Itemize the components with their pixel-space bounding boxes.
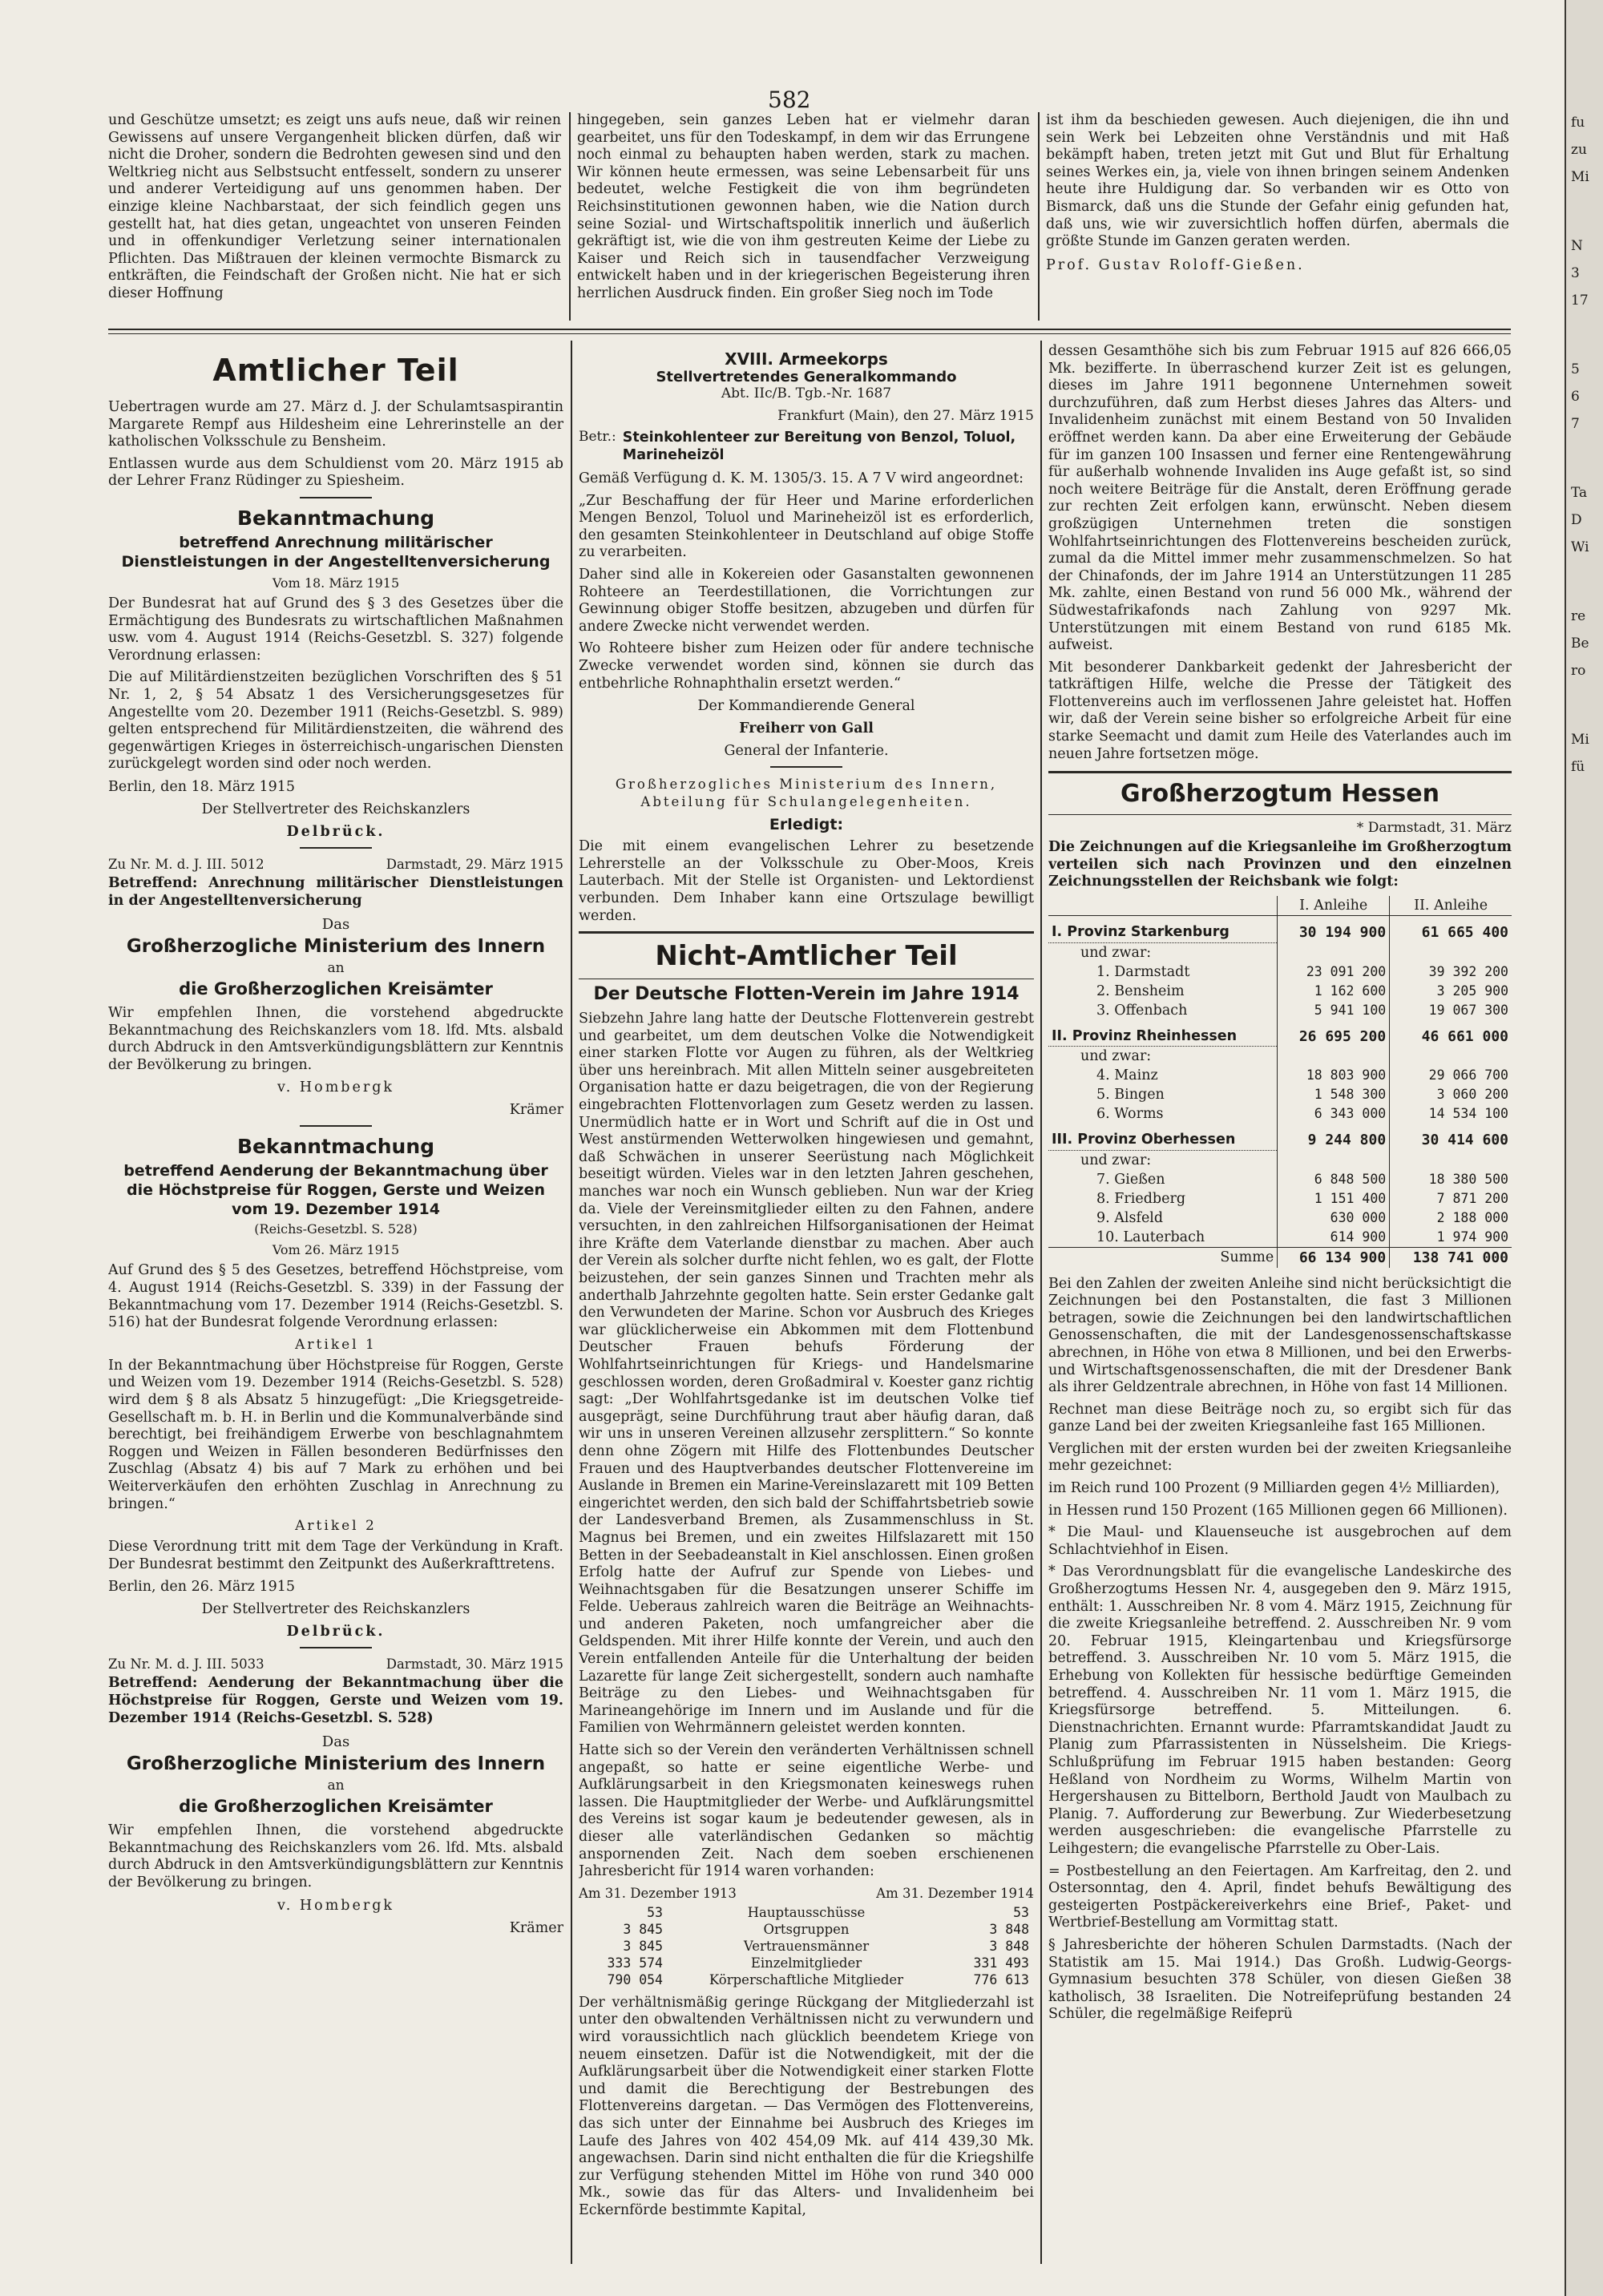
adjacent-page-fragment: fu [1571,115,1585,131]
reference-line [108,1656,563,1672]
hessen-banner [1048,771,1512,815]
adjacent-page-fragment: re [1571,608,1586,624]
article-heading: Artikel 2 [295,1518,377,1535]
reference-subject: Betreffend: Aenderung der Bekanntmachung über die Höchstpreise für Roggen, Gerste und Weizen vom 19. Dezember 1914 (Reichs-Gesetzbl. S. 528) [108,1675,563,1726]
signature-place: Berlin, den 18. März 1915 [108,778,295,795]
und-zwar-label: und zwar: [1080,1048,1152,1065]
top-article-col-2 [577,112,1030,313]
an-label: an [327,960,345,977]
section-rule [108,329,1511,330]
location-name: 7. Gießen [1096,1171,1165,1188]
war-loan-table [1048,896,1512,1268]
announcement-title: Bekanntmachung [236,1135,435,1159]
table-header-cell [1048,896,1278,916]
und-zwar-label: und zwar: [1080,944,1152,961]
erledigt-heading: Erledigt: [769,816,844,834]
adjacent-page-fragment: N [1571,238,1583,254]
table-cell [1278,942,1390,962]
adjacent-page-fragment: zu [1571,142,1587,158]
adjacent-page-fragment: D [1571,512,1582,528]
location-value-ii: 1 974 900 [1390,1228,1512,1248]
adjacent-page-edge [1565,0,1603,2296]
table-cell: 3 845 [623,1938,663,1954]
table-cell: 3 848 [989,1938,1029,1954]
ministry-name: Großherzogliche Ministerium des Innern [126,1753,546,1775]
column-rule [1038,112,1040,321]
table-cell: 3 848 [989,1921,1029,1937]
table-cell: Vertrauensmänner [743,1938,870,1954]
location-value-i: 1 151 400 [1278,1189,1390,1209]
province-total-ii: 61 665 400 [1390,916,1512,943]
kreisaemter-name: die Großherzoglichen Kreisämter [179,979,493,999]
top-article-text: und Geschütze umsetzt; es zeigt uns aufs neue, daß wir reinen Gewissens auf unsere Vergangenheit blicken dürfen, daß wir nicht die Droher, sondern die Bedrohten gewesen sind und den Weltkrieg nicht aus Selbstsucht entfesselt, sondern zu unserer und anderer Verteidigung auf uns genommen haben. Der einzige kleine Nachbarstaat, der sich feindlich gegen uns gestellt hat, hat dies getan, ungeachtet von unseren Feinden und in offenkundiger Verletzung seiner internationalen Pflichten. Das Mißtrauen der kleinen vermochte Bismarck zu entkräften, die Feindschaft der Großen nicht. Nie hat er sich dieser Hoffnung [108,112,561,301]
location-name: 3. Offenbach [1096,1002,1188,1019]
table-cell: 3 845 [623,1921,663,1937]
table-row [1048,982,1512,1001]
news-item: * Das Verordnungsblatt für die evangelische Landeskirche des Großherzogtums Hessen Nr. 4, ausgegeben den 9. März 1915, enthält: 1. Ausschreiben Nr. 8 vom 4. März 1915, Zeichnung für die zweite Kriegsanleihe betreffend. 2. Ausschreiben Nr. 9 vom 20. Februar 1915, Kleingartenbau und Kriegsfürsorge betreffend. 3. Ausschreiben Nr. 10 vom 5. März 1915, die Erhebung von Kollekten für hessische bedürftige Gemeinden betreffend. 4. Ausschreiben Nr. 11 vom 1. März 1915, die Kriegsfürsorge betreffend. 5. Mitteilungen. 6. Dienstnachrichten. Ernannt wurde: Pfarramtskandidat Jaudt zu Planig zum Pfarrassistenten in Nüsselsheim. Die Kriegs-Schlußprüfung im Februar 1915 haben bestanden: Georg Heßland von Nordheim zu Worms, Wilhelm Martin von Hergershausen zu Bittelborn, Berthold Jaudt von Maulbach zu Planig. 7. Aufforderung zur Bewerbung. Zur Wiederbesetzung werden ausgeschrieben: die evangelische Pfarrstelle zu Leihgestern; die evangelische Pfarrstelle zu Ober-Lais. [1048,1564,1512,1857]
table-row [1048,1001,1512,1020]
location-value-i: 614 900 [1278,1228,1390,1248]
signature-kraemer: Krämer [509,1919,563,1936]
location-name: 9. Alsfeld [1096,1209,1164,1226]
signature-homberg: v. Hombergk [277,1079,395,1096]
department-ref: Abt. IIc/B. Tgb.-Nr. 1687 [721,385,892,401]
news-item: § Jahresberichte der höheren Schulen Darmstadts. (Nach der Statistik am 15. Mai 1914.) Das Großh. Ludwig-Georgs-Gymnasium besuchten 378 Schüler, von diesen Gießen 38 katholisch, 38 Israeliten. Die Notreifeprüfung bestanden 24 Schüler, die regelmäßige Reifeprü [1048,1936,1512,2023]
location-value-ii: 19 067 300 [1390,1001,1512,1020]
adjacent-page-fragment: Wi [1571,539,1589,555]
location-value-ii: 2 188 000 [1390,1209,1512,1228]
adjacent-page-fragment: 6 [1571,389,1580,405]
notice-paragraph: Wir empfehlen Ihnen, die vorstehend abgedruckte Bekanntmachung des Reichskanzlers vom 18. lfd. Mts. alsbald durch Abdruck in den Amtsverkündigungsblättern zur Kenntnis der Bevölkerung zu bringen. [108,1005,563,1073]
announcement-text: Die auf Militärdienstzeiten bezüglichen Vorschriften des § 51 Nr. 1, 2, § 54 Absatz 1 des Versicherungsgesetzes für Angestellte vom 20. Dezember 1911 (Reichs-Gesetzbl. S. 989) gelten entsprechend für Militärdienstzeiten, die während des gegenwärtigen Krieges in österreichisch-ungarischen Diensten zurückgelegt worden sind oder noch werden. [108,669,563,773]
table-cell: Einzelmitglieder [750,1955,862,1971]
sum-label: Summe [1048,1247,1278,1268]
table-row [1048,1170,1512,1189]
news-item: * Die Maul- und Klauenseuche ist ausgebrochen auf dem Schlachtviehhof in Eisen. [1048,1524,1512,1558]
location-value-ii: 14 534 100 [1390,1104,1512,1124]
location-value-i: 18 803 900 [1278,1066,1390,1085]
signature-place: Berlin, den 26. März 1915 [108,1579,295,1596]
location-value-i: 6 848 500 [1278,1170,1390,1189]
top-article-text: ist ihm da beschieden gewesen. Auch diejenigen, die ihn und sein Werk bei Lebzeiten ohne Verständnis und mit Haß bekämpft haben, treten jetzt mit Gut und Blut für Erhaltung seines Werkes ein, ja, viele von ihnen bringen seinem Andenken heute ihre Huldigung dar. So verbanden wir es Otto von Bismarck, daß uns die Stunde der Gefahr einig gefunden hat, daß uns, wie wir zuversichtlich hoffen dürfen, abermals die größte Stunde im Ganzen geraten werden. [1046,112,1509,250]
location-value-i: 5 941 100 [1278,1001,1390,1020]
article-paragraph: Rechnet man diese Beiträge noch zu, so ergibt sich für das ganze Land bei der zweiten Kriegsanleihe fast 165 Millionen. [1048,1401,1512,1435]
table-row [1048,1150,1512,1170]
dateline: Frankfurt (Main), den 27. März 1915 [777,408,1034,424]
reference-date: Darmstadt, 29. März 1915 [386,856,563,872]
table-row [1048,1104,1512,1124]
announcement-date: Vom 26. März 1915 [272,1242,400,1258]
signature-role: Der Stellvertreter des Reichskanzlers [201,801,470,817]
table-row [1048,1209,1512,1228]
table-cell: 331 493 [973,1955,1029,1971]
table-cell [1278,1150,1390,1170]
reference-number: Zu Nr. M. d. J. III. 5012 [108,856,264,872]
province-total-ii: 46 661 000 [1390,1020,1512,1047]
announcement-date: Vom 18. März 1915 [272,575,400,591]
command-name: Stellvertretendes Generalkommando [656,369,957,385]
table-row [1048,1085,1512,1104]
left-column [108,343,563,2242]
table-cell: 53 [1013,1904,1029,1920]
das-label: Das [321,916,350,934]
location-value-i: 1 162 600 [1278,982,1390,1001]
table-row [1048,1124,1512,1150]
signature-name: Delbrück. [286,823,386,840]
location-value-ii: 18 380 500 [1390,1170,1512,1189]
reference-subject: Betreffend: Anrechnung militärischer Dienstleistungen in der Angestelltenversicherung [108,874,563,909]
article-paragraph: dessen Gesamthöhe sich bis zum Februar 1915 auf 826 666,05 Mk. bezifferte. In überraschend kurzer Zeit ist es gelungen, dieses im Jahre 1911 begonnene Unternehmen soweit durchzuführen, daß zum Herbst dieses Jahres das Alters- und Invalidenheim zunächst mit einem Bestand von 50 Invaliden eröffnet werden kann. Da aber eine Erweiterung der Gebäude für im ganzen 100 Insassen und ferner eine Rentengewährung für außerhalb wohnende Invaliden ins Auge gefaßt ist, so sind noch weitere Beiträge für die Anstalt, deren Eröffnung gerade zur rechten Zeit erfolgen kann, erwünscht. Neben diesem großzügigen Unternehmen treten die sonstigen Wohlfahrtseinrichtungen des Flottenvereins bescheiden zurück, zumal da die Mittel immer mehr zusammenschmelzen. So hat der Chinafonds, der im Jahre 1914 an Unterstützungen 11 285 Mk. zahlte, einen Bestand von rund 56 000 Mk., während der Südwestafrikafonds nach Zahlung von 9297 Mk. Unterstützungen mit einem Bestand von rund 6185 Mk. aufweist. [1048,343,1512,654]
location-value-ii: 3 060 200 [1390,1085,1512,1104]
table-cell: Ortsgruppen [763,1921,850,1937]
location-value-ii: 3 205 900 [1390,982,1512,1001]
province-name: III. Provinz Oberhessen [1048,1124,1278,1150]
announcement-text: Auf Grund des § 5 des Gesetzes, betreffend Höchstpreise, vom 4. August 1914 (Reichs-Gesetzbl. S. 339) in der Fassung der Bekanntmachung vom 17. Dezember 1914 (Reichs-Gesetzbl. S. 516) hat der Bundesrat folgende Verordnung erlassen: [108,1262,563,1331]
an-label: an [327,1777,345,1794]
reference-number: Zu Nr. M. d. J. III. 5033 [108,1656,264,1673]
table-row [579,1921,1034,1938]
table-cell: Hauptausschüsse [747,1904,866,1920]
location-value-i: 1 548 300 [1278,1085,1390,1104]
adjacent-page-fragment: 5 [1571,361,1580,377]
separator [300,847,372,849]
article-paragraph: Bei den Zahlen der zweiten Anleihe sind nicht berücksichtigt die Zeichnungen bei den Postanstalten, die fast 3 Millionen betragen, sowie die Zeichnungen bei den landwirtschaftlichen Genossenschaften, die mit der Landesgenossenschaftskasse abrechnen, in Höhe von etwa 8 Millionen, und bei den Erwerbs- und Wirtschaftsgenossenschaften, die mit der Dresdener Bank als ihrer Geldzentrale abrechnen, in Höhe von fast 14 Millionen. [1048,1275,1512,1396]
members-table [579,1904,1034,1988]
sum-ii: 138 741 000 [1390,1247,1512,1268]
location-value-i: 6 343 000 [1278,1104,1390,1124]
order-paragraph: „Zur Beschaffung der für Heer und Marine erforderlichen Mengen Benzol, Toluol und Marineheizöl ist es erforderlich, den gesamten Steinkohlenteer in Deutschland auf obige Stoffe zu verarbeiten. [579,492,1034,561]
table-row [1048,962,1512,982]
article-paragraph: Siebzehn Jahre lang hatte der Deutsche Flottenverein gestrebt und gearbeitet, um dem deutschen Volke die Notwendigkeit einer starken Flotte vor Augen zu führen, als der Weltkrieg über uns hereinbrach. Mit allen Mitteln seiner ausgebreiteten Organisation hatte er dazu beigetragen, die von der Regierung eingebrachten Flottenvorlagen zum Gesetz werden zu lassen. Unermüdlich hatte er in Wort und Schrift auf die in Ost und West anstürmenden Wetterwolken hingewiesen und gemahnt, daß Schwächen in unserer Seerüstung nach Möglichkeit beseitigt würden. Vieles war in den letzten Jahren geschehen, manches war noch ein Wunsch geblieben. Nun war der Krieg da. Viele der Vereinsmitglieder eilten zu den Fahnen, andere versuchten, in den zahlreichen Hilfsorganisationen der Heimat ihre Kräfte dem Vaterlande dienstbar zu machen. Aber auch der Verein als solcher durfte nicht fehlen, wo es galt, der Flotte beizustehen, der sein ganzes Sinnen und Trachten mehr als anderthalb Jahrzehnte gegolten hatte. Sein erster Gedanke galt den Verwundeten der Marine. Schon vor Ausbruch des Krieges war glücklicherweise ein Abkommen mit dem Flottenbund Deutscher Frauen behufs Förderung der Wohlfahrtseinrichtungen für Kriegs- und Handelsmarine geschlossen worden, deren Großadmiral v. Koester ganz richtig sagt: „Der Wohlfahrtsgedanke ist im deutschen Volke tief ausgeprägt, seine Durchführung traut aber häufig daran, daß wir uns in unseren Vereinen allzusehr zersplittern.“ So konnte denn ohne Zögern mit Hilfe des Flottenbundes Deutscher Frauen und des Hauptverbandes deutscher Flottenvereine im Auslande in Bremen ein Marine-Vereinslazarett mit 109 Betten eingerichtet werden, den sich bald der Schiffahrtsbetrieb sowie der Landesverband Bremen, als Zusammenschluss in St. Magnus bei Bremen, und ein zweites Hilfslazarett mit 150 Betten in der Seebadeanstalt in Kiel anschlossen. Einen großen Erfolg hatte der Aufruf zur Spende von Liebes- und Weihnachtsgaben für die Besatzungen unserer Schiffe im Felde. Ueberaus zahlreich waren die Beiträge an Weihnachts- und anderen Paketen, noch umfangreicher aber die Geldspenden. Mit ihrer Hilfe konnte der Verein, und auch den Verein entfallenden Anteile für die Unterhaltung der beiden Lazarette für lange Zeit sichergestellt, sondern auch namhafte Beiträge zu den Liebes- und Weihnachtsgaben für Marineangehörige im Innern und im Auslande und für die Familien von Wehrmännern geleistet werden konnten. [579,1011,1034,1737]
table-row [1048,1247,1512,1268]
announcement-subtitle: betreffend Anrechnung militärischer Dienstleistungen in der Angestelltenversicherung [121,533,551,571]
adjacent-page-fragment: ro [1571,663,1586,679]
column-rule [571,341,572,2264]
table-row [1048,1228,1512,1248]
location-name: 10. Lauterbach [1096,1229,1205,1245]
location-name: 2. Bensheim [1096,983,1185,999]
top-article-col-1 [108,112,561,313]
location-name: 8. Friedberg [1096,1190,1186,1207]
comparison-reich: im Reich rund 100 Prozent (9 Milliarden gegen 4½ Milliarden), [1048,1480,1500,1497]
province-total-i: 26 695 200 [1278,1020,1390,1047]
article-paragraph: Die Zeichnungen auf die Kriegsanleihe im Großherzogtum verteilen sich nach Provinzen und den einzelnen Zeichnungsstellen der Reichsbank wie folgt: [1048,839,1512,890]
announcement-subtitle: betreffend Aenderung der Bekanntmachung über die Höchstpreise für Roggen, Gerste und Weizen vom 19. Dezember 1914 [123,1162,548,1219]
dateline: * Darmstadt, 31. März [1356,820,1512,837]
section-rule [108,333,1511,334]
location-name: 1. Darmstadt [1096,963,1190,980]
nicht-amtlich-banner [579,931,1034,979]
signature-kraemer: Krämer [509,1102,563,1119]
adjacent-page-fragment: Be [1571,636,1589,652]
table-cell: Körperschaftliche Mitglieder [709,1971,904,1987]
und-zwar-label: und zwar: [1080,1152,1152,1168]
adjacent-page-fragment: 17 [1571,293,1589,309]
table-row [1048,1047,1512,1067]
column-rule [1040,341,1042,2264]
betreff-line [579,429,1034,464]
table-header-cell: I. Anleihe [1278,896,1390,916]
article-paragraph: Der verhältnismäßig geringe Rückgang der Mitgliederzahl ist unter den obwaltenden Verhältnissen nicht zu verwundern und wird voraussichtlich nach glücklich beendetem Kriege von neuem einsetzen. Dafür ist die Notwendigkeit, mit der die Aufklärungsarbeit über die Notwendigkeit einer starken Flotte und damit die Berechtigung der Bestrebungen des Flottenvereins dargetan. — Das Vermögen des Flottenvereins, das sich unter der Einnahme bei Ausbruch des Krieges im Laufe des Jahres von 402 454,09 Mk. auf 414 439,30 Mk. angewachsen. Darin sind nicht enthalten die für die Kriegshilfe zur Verfügung stehenden Mittel im Höhe von rund 340 000 Mk., sowie das für das Alters- und Invalidenheim bei Eckernförde bestimmte Kapital, [579,1994,1034,2218]
betreff-label: Betr.: [579,429,616,445]
adjacent-page-fragment: Mi [1571,169,1589,185]
top-article-text: hingegeben, sein ganzes Leben hat er vielmehr daran gearbeitet, uns für den Todeskampf, in dem wir das Errungene noch einmal zu behaupten haben werden, stark zu machen. Wir können heute ermessen, was seine Lebensarbeit für uns bedeutet, welche Festigkeit die von ihm begründeten Reichsinstitutionen gewonnen haben, wie die Nation durch seine Sozial- und Wirtschaftspolitik innerlich und äußerlich gekräftigt ist, wie die von ihm gestreuten Keime der Liebe zu Kaiser und Reich sich in tausendfacher Verzweigung entwickelt haben und in der kriegerischen Begeisterung ihren herrlichen Ausdruck finden. Ein großer Sieg noch im Tode [577,112,1030,301]
comparison-hessen: in Hessen rund 150 Prozent (165 Millionen gegen 66 Millionen). [1048,1502,1508,1519]
province-name: II. Provinz Rheinhessen [1048,1020,1278,1047]
section-heading-amtlich: Amtlicher Teil [212,353,459,388]
members-date-1913: Am 31. Dezember 1913 [579,1885,737,1901]
table-cell: 776 613 [973,1971,1029,1987]
table-row [579,1904,1034,1921]
location-value-ii: 39 392 200 [1390,962,1512,982]
middle-column [579,343,1034,2258]
announcement-text: Der Bundesrat hat auf Grund des § 3 des Gesetzes über die Ermächtigung des Bundesrats zu wirtschaftlichen Maßnahmen usw. vom 4. August 1914 (Reichs-Gesetzbl. S. 327) folgende Verordnung erlassen: [108,595,563,664]
betreff-text: Steinkohlenteer zur Bereitung von Benzol, Toluol, Marineheizöl [622,430,1016,463]
signature-name: Delbrück. [286,1624,386,1640]
adjacent-page-fragment: fü [1571,759,1585,775]
location-value-i: 630 000 [1278,1209,1390,1228]
separator [300,1125,372,1127]
notice-paragraph: Wir empfehlen Ihnen, die vorstehend abgedruckte Bekanntmachung des Reichskanzlers vom 26. lfd. Mts. alsbald durch Abdruck in den Amtsverkündigungsblättern zur Kenntnis der Bevölkerung zu bringen. [108,1822,563,1890]
article-title: Der Deutsche Flotten-Verein im Jahre 1914 [593,984,1020,1005]
article-paragraph: Verglichen mit der ersten wurden bei der zweiten Kriegsanleihe mehr gezeichnet: [1048,1440,1512,1475]
signature-name: Freiherr von Gall [739,720,874,737]
location-name: 6. Worms [1096,1106,1164,1123]
notice-paragraph: Entlassen wurde aus dem Schuldienst vom 20. März 1915 ab der Lehrer Franz Rüdinger zu Spiesheim. [108,455,563,490]
province-total-i: 9 244 800 [1278,1124,1390,1150]
table-cell [1390,1047,1512,1067]
table-cell [1390,942,1512,962]
order-paragraph: Gemäß Verfügung d. K. M. 1305/3. 15. A 7 V wird angeordnet: [579,470,1024,486]
erledigt-text: Die mit einem evangelischen Lehrer zu besetzende Lehrerstelle an der Volksschule zu Ober-Moos, Kreis Lauterbach. Mit der Stelle ist Organisten- und Lektordienst verbunden. Dem Inhaber kann eine Ortszulage bewilligt werden. [579,838,1034,924]
table-cell: 790 054 [607,1971,663,1987]
announcement-reference: (Reichs-Gesetzbl. S. 528) [254,1221,418,1237]
separator [300,497,372,498]
adjacent-page-fragment: 7 [1571,416,1580,432]
order-paragraph: Daher sind alle in Kokereien oder Gasanstalten gewonnenen Rohteere an Teerdestillationen, die Vorrichtungen zur Gewinnung obiger Stoffe besitzen, abzugeben und dürfen für andere Zwecke nicht verwendet werden. [579,566,1034,635]
section-heading-hessen: Großherzogtum Hessen [1120,780,1439,809]
signature-role: Der Stellvertreter des Reichskanzlers [201,1601,470,1618]
page-number: 582 [768,87,811,113]
ministry-header: Großherzogliches Ministerium des Innern, Abteilung für Schulangelegenheiten. [615,777,998,810]
adjacent-page-fragment: 3 [1571,265,1580,281]
location-name: 4. Mainz [1096,1067,1158,1084]
article-text: In der Bekanntmachung über Höchstpreise für Roggen, Gerste und Weizen vom 19. Dezember 1914 (Reichs-Gesetzbl. S. 528) wird dem § 8 als Absatz 5 hinzugefügt: „Die Kriegsgetreide-Gesellschaft m. b. H. in Berlin und die Kommunalverbände sind berechtigt, bei freihändigem Erwerbe von beschlagnahmtem Roggen und Weizen in Fällen besonderen Bedürfnisses den Zuschlag (Absatz 4) bis auf 7 Mark zu erhöhen und bei Weiterverkäufen den erhöhten Zuschlag in Anrechnung zu bringen.“ [108,1357,563,1512]
table-cell: 53 [647,1904,663,1920]
table-cell: 333 574 [607,1955,663,1971]
table-cell [1390,1150,1512,1170]
reference-line [108,857,563,872]
table-row [579,1971,1034,1988]
adjacent-page-fragment: Mi [1571,732,1589,748]
article-paragraph: Mit besonderer Dankbarkeit gedenkt der Jahresbericht der tatkräftigen Hilfe, welche die Presse der Tätigkeit des Flottenvereins auch im verflossenen Jahre geleistet hat. Hoffen wir, daß der Verein seine bisher so erfolgreiche Arbeit für eine starke Seemacht und damit zum Heile des Vaterlandes auch im neuen Jahre fortsetzen möge. [1048,659,1512,762]
table-row [1048,942,1512,962]
table-header-cell: II. Anleihe [1390,896,1512,916]
signature-role: Der Kommandierende General [697,698,915,715]
news-item: = Postbestellung an den Feiertagen. Am Karfreitag, den 2. und Ostersonntag, den 4. April, findet behufs Bewältigung des gesteigerten Postpäckereiverkehrs eine Brief-, Paket- und Wertbrief-Bestellung am Vormittag statt. [1048,1862,1512,1931]
section-heading-nicht-amtlich: Nicht-Amtlicher Teil [655,940,958,973]
location-value-ii: 7 871 200 [1390,1189,1512,1209]
province-total-i: 30 194 900 [1278,916,1390,943]
members-date-1914: Am 31. Dezember 1914 [876,1885,1034,1901]
notice-paragraph: Uebertragen wurde am 27. März d. J. der Schulamtsaspirantin Margarete Rempf aus Hildesheim eine Lehrerinstelle an der katholischen Volksschule zu Bensheim. [108,399,563,450]
table-header-row [1048,896,1512,916]
top-article-col-3 [1046,112,1509,313]
location-value-ii: 29 066 700 [1390,1066,1512,1085]
article-signature: Prof. Gustav Roloff-Gießen. [1046,256,1305,273]
table-row [1048,916,1512,943]
adjacent-page-fragment: Ta [1571,485,1588,501]
order-paragraph: Wo Rohteere bisher zum Heizen oder für andere technische Zwecke verwendet worden sind, können sie durch das entbehrliche Rohnaphthalin ersetzt werden.“ [579,640,1034,692]
ministry-name: Großherzogliche Ministerium des Innern [126,936,546,958]
sum-i: 66 134 900 [1278,1247,1390,1268]
members-dates [579,1886,1034,1901]
das-label: Das [321,1733,350,1751]
location-name: 5. Bingen [1096,1087,1165,1104]
article-heading: Artikel 1 [295,1336,377,1353]
location-value-i: 23 091 200 [1278,962,1390,982]
column-rule [569,112,571,321]
announcement-title: Bekanntmachung [236,506,435,530]
province-total-ii: 30 414 600 [1390,1124,1512,1150]
article-text: Diese Verordnung tritt mit dem Tage der Verkündung in Kraft. Der Bundesrat bestimmt den Zeitpunkt des Außerkrafttretens. [108,1539,563,1572]
table-row [1048,1020,1512,1047]
separator [770,766,842,768]
signature-rank: General der Infanterie. [724,743,889,760]
table-row [1048,1189,1512,1209]
article-paragraph: Hatte sich so der Verein den veränderten Verhältnissen schnell angepaßt, so hatte er seine eigentliche Werbe- und Aufklärungsarbeit in den Kriegsmonaten keineswegs ruhen lassen. Die Hauptmitglieder der Werbe- und Aufklärungsmittel des Vereins ist sogar kaum je bedeutender gewesen, als in dieser alle vaterländischen Gedanken so mächtig anspornenden Zeit. Nach dem soeben erschienenen Jahresbericht für 1914 waren vorhanden: [579,1742,1034,1880]
table-row [579,1955,1034,1971]
reference-date: Darmstadt, 30. März 1915 [386,1656,563,1673]
table-cell [1278,1047,1390,1067]
table-row [1048,1066,1512,1085]
table-row [579,1938,1034,1955]
kreisaemter-name: die Großherzoglichen Kreisämter [179,1797,493,1817]
signature-homberg: v. Hombergk [277,1897,395,1914]
province-name: I. Provinz Starkenburg [1048,916,1278,943]
right-column [1048,343,1512,2258]
separator [300,1647,372,1648]
corps-name: XVIII. Armeekorps [725,349,888,369]
